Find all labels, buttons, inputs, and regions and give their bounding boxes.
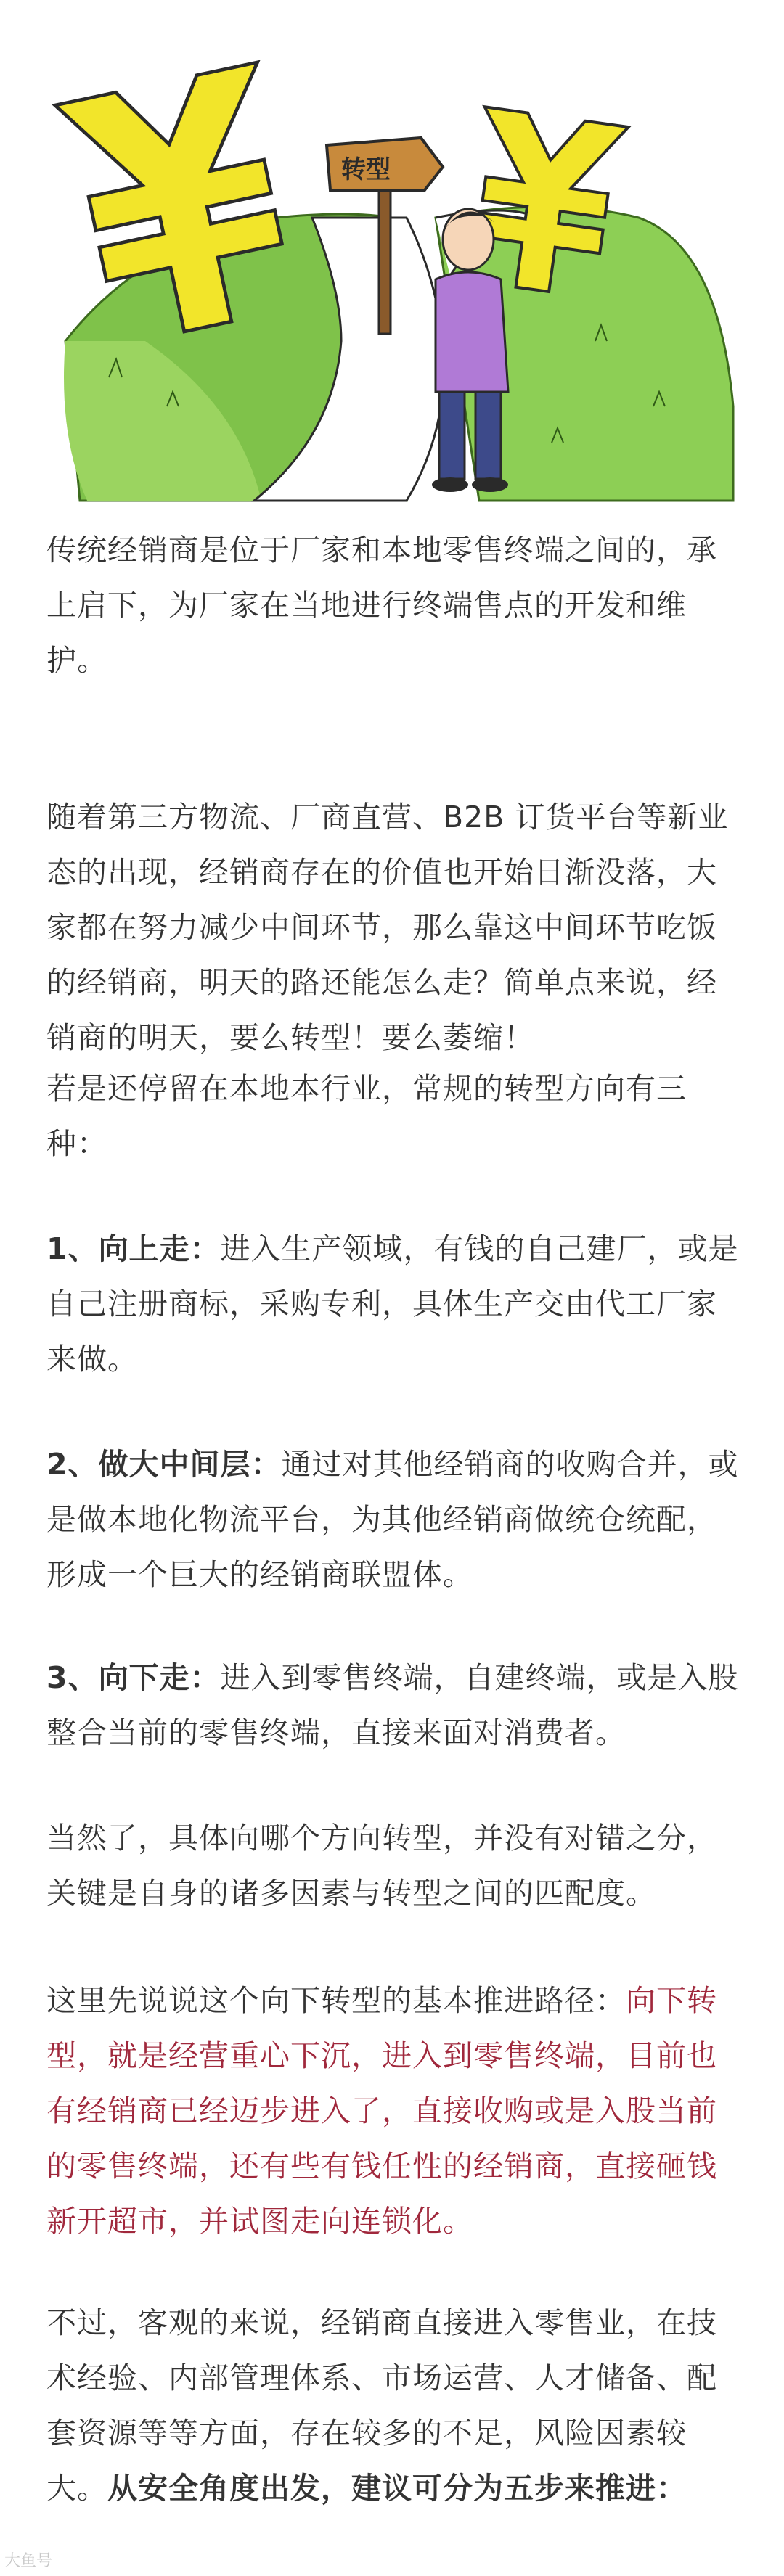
risk-conclusion: 从安全角度出发，建议可分为五步来推进：	[107, 2471, 687, 2506]
paragraph-direction-up	[46, 1221, 743, 1387]
paragraph-direction-down	[46, 1650, 743, 1760]
direction-middle-body: 通过对其他经销商的收购合并，或是做本地化物流平台，为其他经销商做统仓统配，形成一个巨大的经销商联盟体。	[46, 1447, 739, 1592]
paragraph-risk	[46, 2295, 743, 2516]
paragraph-trend: 随着第三方物流、厂商直营、B2B 订货平台等新业态的出现，经销商存在的价值也开始日渐没落，大家都在努力减少中间环节，那么靠这中间环节吃饭的经销商，明天的路还能怎么走？简单点来说，经销商的明天，要么转型！要么萎缩！	[46, 800, 729, 1055]
paragraph-intro: 传统经销商是位于厂家和本地零售终端之间的，承上启下，为厂家在当地进行终端售点的开发和维护。	[46, 533, 717, 678]
paragraph-no-right-wrong: 当然了，具体向哪个方向转型，并没有对错之分，关键是自身的诸多因素与转型之间的匹配度。	[46, 1821, 717, 1911]
risk-body: 不过，客观的来说，经销商直接进入零售业，在技术经验、内部管理体系、市场运营、人才储备、配套资源等等方面，存在较多的不足，风险因素较大。	[46, 2305, 717, 2506]
direction-up-heading: 1、向上走：	[46, 1231, 221, 1266]
path-intro: 这里先说说这个向下转型的基本推进路径：	[46, 1983, 626, 2018]
direction-down-heading: 3、向下走：	[46, 1660, 221, 1695]
path-highlight: 向下转型，就是经营重心下沉，进入到零售终端，目前也有经销商已经迈步进入了，直接收购或是入股当前的零售终端，还有些有钱任性的经销商，直接砸钱新开超市，并试图走向连锁化。	[46, 1983, 717, 2239]
paragraph-three-directions: 若是还停留在本地本行业，常规的转型方向有三种：	[46, 1071, 687, 1161]
hero-illustration	[0, 0, 784, 508]
paragraph-path	[46, 1973, 743, 2249]
paragraph-direction-middle	[46, 1437, 743, 1602]
svg-text:转型: 转型	[341, 155, 391, 184]
watermark: 大鱼号	[4, 2552, 53, 2570]
direction-up-body: 进入生产领域，有钱的自己建厂，或是自己注册商标，采购专利，具体生产交由代工厂家来做。	[46, 1231, 739, 1377]
direction-middle-heading: 2、做大中间层：	[46, 1447, 282, 1482]
direction-down-body: 进入到零售终端，自建终端，或是入股整合当前的零售终端，直接来面对消费者。	[46, 1660, 739, 1750]
